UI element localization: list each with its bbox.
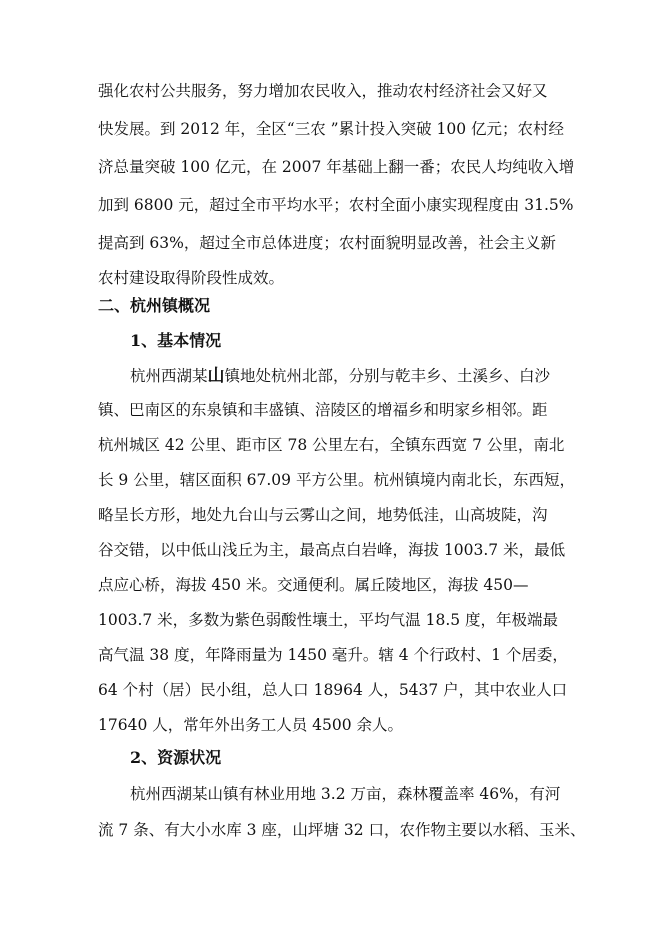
basic-info-line-1-post: 镇地处杭州北部，分别与乾丰乡、土溪乡、白沙	[224, 367, 551, 385]
subsection-heading-resources: 2、资源状况	[130, 748, 222, 767]
basic-info-line-9: 高气温 38 度，年降雨量为 1450 毫升。辖 4 个行政村、1 个居委，	[98, 646, 568, 664]
resources-line-2: 流 7 条、有大小水库 3 座，山坪塘 32 口，农作物主要以水稻、玉米、	[98, 821, 586, 839]
intro-line-5: 提高到 63%，超过全市总体进度；农村面貌明显改善，社会主义新	[98, 234, 556, 252]
intro-line-2: 快发展。到 2012 年，全区“三农 ”累计投入突破 100 亿元；农村经	[98, 120, 565, 138]
basic-info-line-5: 略呈长方形，地处九台山与云雾山之间，地势低洼，山高坡陡，沟	[98, 506, 548, 524]
basic-info-line-1-big-char: 山	[207, 366, 225, 386]
intro-line-3: 济总量突破 100 亿元，在 2007 年基础上翻一番；农民人均纯收入增	[98, 158, 575, 176]
basic-info-line-8: 1003.7 米，多数为紫色弱酸性壤土，平均气温 18.5 度，年极端最	[98, 611, 559, 629]
intro-line-6: 农村建设取得阶段性成效。	[98, 269, 285, 287]
basic-info-line-2: 镇、巴南区的东泉镇和丰盛镇、涪陵区的增福乡和明家乡相邻。距	[98, 401, 548, 419]
basic-info-line-6: 谷交错，以中低山浅丘为主，最高点白岩峰，海拔 1003.7 米，最低	[98, 541, 566, 559]
intro-line-1: 强化农村公共服务，努力增加农民收入，推动农村经济社会又好又	[98, 82, 548, 100]
subsection-heading-basic-info: 1、基本情况	[130, 331, 222, 350]
section-heading: 二、杭州镇概况	[98, 296, 211, 315]
basic-info-line-7: 点应心桥，海拔 450 米。交通便利。属丘陵地区，海拔 450—	[98, 576, 529, 594]
basic-info-line-4: 长 9 公里，辖区面积 67.09 平方公里。杭州镇境内南北长，东西短，	[98, 471, 575, 489]
basic-info-line-1-pre: 杭州西湖某	[130, 367, 208, 385]
intro-line-4: 加到 6800 元，超过全市平均水平；农村全面小康实现程度由 31.5%	[98, 196, 574, 214]
basic-info-line-10: 64 个村（居）民小组，总人口 18964 人，5437 户，其中农业人口	[98, 681, 568, 699]
basic-info-line-1	[130, 358, 578, 394]
resources-line-1: 杭州西湖某山镇有林业用地 3.2 万亩，森林覆盖率 46%，有河	[130, 785, 561, 803]
basic-info-line-11: 17640 人，常年外出务工人员 4500 余人。	[98, 716, 404, 734]
basic-info-line-3: 杭州城区 42 公里、距市区 78 公里左右，全镇东西宽 7 公里，南北	[98, 436, 565, 454]
